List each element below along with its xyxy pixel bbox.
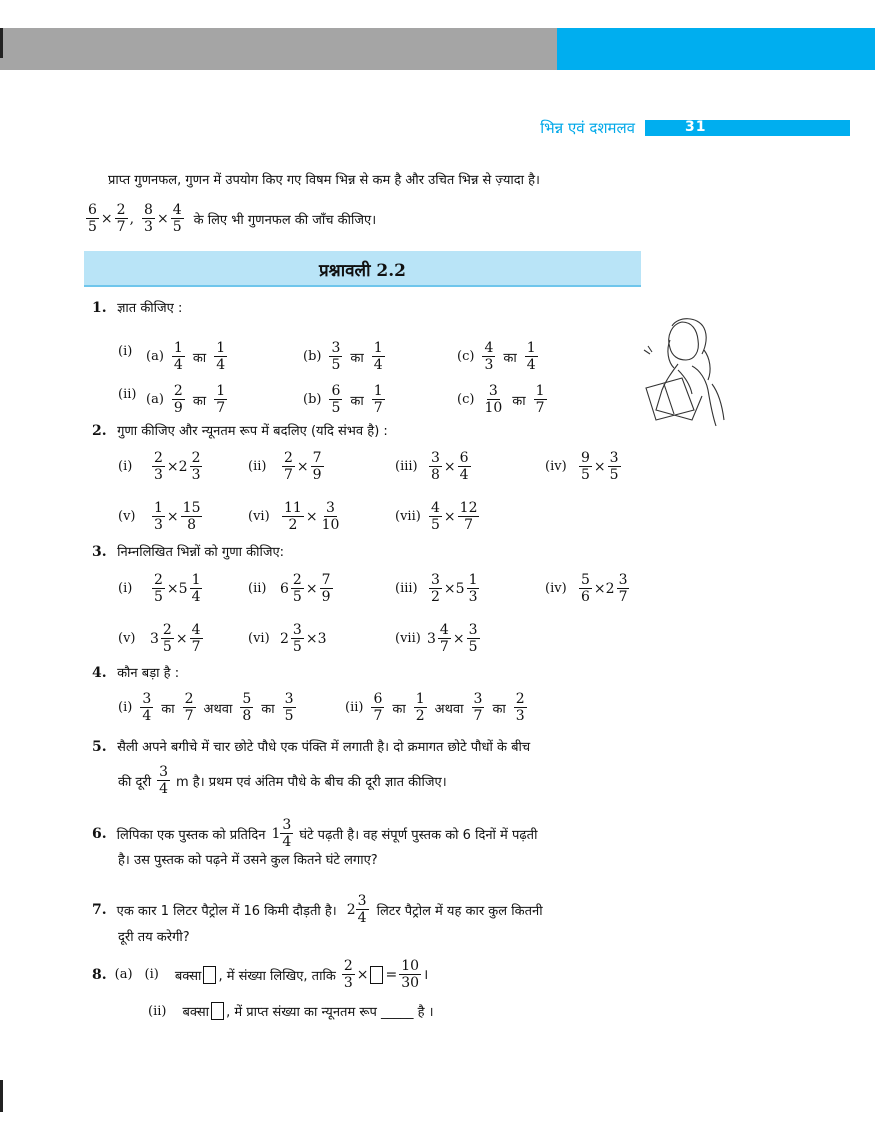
q2-question: 2. गुणा कीजिए और न्यूनतम रूप में बदलिए (यदि संभव है) : — [92, 423, 388, 439]
fraction: $\frac{1}{4}$ — [173, 340, 183, 374]
fraction: $\frac{1}{3}$ — [468, 572, 478, 606]
exercise-item: (iv) $\frac{9}{5}$ × $\frac{3}{5}$ — [545, 450, 619, 484]
fraction: $\frac{3}{10}$ — [484, 383, 503, 417]
fraction: $\frac{2}{5}$ — [154, 572, 163, 606]
exercise-item: (i) $\frac{2}{3}$ ×2 $\frac{2}{3}$ — [118, 450, 201, 484]
fraction: $\frac{2}{3}$ — [191, 450, 201, 484]
fraction: $\frac{1}{7}$ — [373, 383, 383, 417]
q1-item: (b) $\frac{3}{5}$ का $\frac{1}{4}$ — [303, 340, 383, 374]
exercise-item: (i) $\frac{2}{5}$ ×5 $\frac{1}{4}$ — [118, 572, 201, 606]
q7-line-1: 7. एक कार 1 लिटर पैट्रोल में 16 किमी दौड़ती है। 2 $\frac{3}{4}$ लिटर पैट्रोल में यह कार कुल कितनी — [92, 893, 543, 927]
exercise-item: (vi) 2 $\frac{3}{5}$ ×3 — [248, 622, 327, 656]
q1-row-label: (i) — [118, 344, 133, 359]
fraction: $\frac{3}{7}$ — [618, 572, 628, 606]
fraction: $\frac{6}{5}$ — [331, 383, 341, 417]
q6-line-1: 6. लिपिका एक पुस्तक को प्रतिदिन 1 $\frac{3}{4}$ घंटे पढ़ती है। वह संपूर्ण पुस्तक को 6 दिनों में पढ़ती — [92, 817, 538, 851]
answer-box-equation[interactable] — [370, 966, 383, 984]
intro-frac-2: $\frac{2}{7}$ — [116, 202, 126, 236]
q5-line-1: 5. सैली अपने बगीचे में चार छोटे पौधे एक पंक्ति में लगाती है। दो क्रमागत छोटे पौधों के बीच — [92, 739, 531, 755]
fraction: $\frac{1}{4}$ — [191, 572, 201, 606]
fraction: $\frac{1}{4}$ — [373, 340, 383, 374]
fraction: $\frac{1}{4}$ — [216, 340, 226, 374]
intro-frac-1: $\frac{6}{5}$ — [88, 202, 97, 236]
q1-item: (a) $\frac{1}{4}$ का $\frac{1}{4}$ — [146, 340, 226, 374]
fraction: $\frac{1}{4}$ — [526, 340, 536, 374]
fraction: $\frac{3}{5}$ — [609, 450, 619, 484]
fraction: $\frac{4}{7}$ — [439, 622, 449, 656]
q1-item: (a) $\frac{2}{9}$ का $\frac{1}{7}$ — [146, 383, 226, 417]
q6-line-2: है। उस पुस्तक को पढ़ने में उसने कुल कितने घंटे लगाए? — [118, 853, 378, 868]
answer-box-ii[interactable] — [211, 1002, 224, 1020]
answer-box[interactable] — [203, 966, 216, 984]
fraction: $\frac{3}{5}$ — [468, 622, 478, 656]
exercise-item: (ii) $\frac{2}{7}$ × $\frac{7}{9}$ — [248, 450, 322, 484]
q8-part-ii: (ii) बक्सा , में प्राप्त संख्या का न्यूनतम रूप _____ है । — [148, 1003, 434, 1020]
exercise-item: (vii) $\frac{4}{5}$ × $\frac{12}{7}$ — [395, 500, 478, 534]
fraction: $\frac{7}{9}$ — [321, 572, 331, 606]
header-grey-bar — [0, 28, 557, 70]
fraction: $\frac{2}{5}$ — [162, 622, 172, 656]
q1-item: (c) $\frac{4}{3}$ का $\frac{1}{4}$ — [457, 340, 536, 374]
exercise-item: (vii) 3 $\frac{4}{7}$ × $\frac{3}{5}$ — [395, 622, 478, 656]
fraction: $\frac{1}{7}$ — [535, 383, 545, 417]
fraction: $\frac{4}{5}$ — [431, 500, 440, 534]
q3-question: 3. निम्नलिखित भिन्नों को गुणा कीजिए: — [92, 544, 285, 560]
fraction: $\frac{5}{6}$ — [581, 572, 590, 606]
q5-line-2: की दूरी $\frac{3}{4}$ m है। प्रथम एवं अंतिम पौधे के बीच की दूरी ज्ञात कीजिए। — [118, 764, 447, 798]
page-number: 31 — [685, 119, 707, 135]
fraction: $\frac{4}{7}$ — [191, 622, 201, 656]
fraction: $\frac{1}{7}$ — [216, 383, 226, 417]
exercise-item: (ii) 6 $\frac{2}{5}$ × $\frac{7}{9}$ — [248, 572, 331, 606]
q8-part-i: 8. (a) (i) बक्सा , में संख्या लिखिए, ताकि $\frac{2}{3}$ × = $\frac{10}{30}$ । — [92, 958, 429, 992]
intro-line-2: $\frac{6}{5}$ × $\frac{2}{7}$ , $\frac{8}{3}$ × $\frac{4}{5}$ के लिए भी गुणनफल की जाँच कीजिए। — [88, 202, 377, 236]
q1-item: (b) $\frac{6}{5}$ का $\frac{1}{7}$ — [303, 383, 383, 417]
fraction: $\frac{11}{2}$ — [284, 500, 302, 534]
fraction: $\frac{7}{9}$ — [312, 450, 322, 484]
fraction: $\frac{3}{5}$ — [331, 340, 341, 374]
q7-line-2: दूरी तय करेगी? — [118, 930, 190, 945]
running-header — [0, 118, 875, 138]
fraction: $\frac{2}{5}$ — [292, 572, 302, 606]
fraction: $\frac{3}{5}$ — [292, 622, 302, 656]
crop-mark-bottom — [0, 1080, 3, 1112]
q4-part-ii: (ii) $\frac{6}{7}$ का $\frac{1}{2}$ अथवा $\frac{3}{7}$ का $\frac{2}{3}$ — [345, 691, 525, 725]
exercise-item: (iv) $\frac{5}{6}$ ×2 $\frac{3}{7}$ — [545, 572, 628, 606]
exercise-item: (v) 3 $\frac{2}{5}$ × $\frac{4}{7}$ — [118, 622, 201, 656]
fraction: $\frac{1}{3}$ — [154, 500, 163, 534]
fraction: $\frac{6}{4}$ — [459, 450, 469, 484]
fraction: $\frac{9}{5}$ — [581, 450, 590, 484]
exercise-item: (vi) $\frac{11}{2}$ × $\frac{3}{10}$ — [248, 500, 340, 534]
fraction: $\frac{4}{3}$ — [484, 340, 494, 374]
q1-question: 1. ज्ञात कीजिए : — [92, 300, 183, 316]
girl-reading-illustration — [642, 310, 760, 430]
fraction: $\frac{2}{3}$ — [154, 450, 163, 484]
intro-frac-3: $\frac{8}{3}$ — [144, 202, 153, 236]
q1-row-label: (ii) — [118, 387, 137, 402]
chapter-title: भिन्न एवं दशमलव — [540, 119, 635, 137]
fraction: $\frac{2}{7}$ — [284, 450, 293, 484]
fraction: $\frac{12}{7}$ — [459, 500, 478, 534]
header-blue-bar — [557, 28, 875, 70]
page-number-box — [645, 120, 850, 136]
intro-line-1: प्राप्त गुणनफल, गुणन में उपयोग किए गए विषम भिन्न से कम है और उचित भिन्न से ज़्यादा है। — [108, 173, 540, 188]
fraction: $\frac{15}{8}$ — [182, 500, 201, 534]
q4-part-i: (i) $\frac{3}{4}$ का $\frac{2}{7}$ अथवा $\frac{5}{8}$ का $\frac{3}{5}$ — [118, 691, 294, 725]
exercise-item: (iii) $\frac{3}{2}$ ×5 $\frac{1}{3}$ — [395, 572, 478, 606]
fraction: $\frac{3}{8}$ — [431, 450, 440, 484]
q4-question: 4. कौन बड़ा है : — [92, 665, 180, 681]
fraction: $\frac{2}{9}$ — [173, 383, 183, 417]
intro-frac-4: $\frac{4}{5}$ — [172, 202, 182, 236]
fraction: $\frac{3}{10}$ — [321, 500, 340, 534]
fraction: $\frac{3}{2}$ — [431, 572, 440, 606]
exercise-title: प्रश्नावली 2.2 — [319, 261, 406, 281]
exercise-banner — [84, 251, 641, 287]
q1-item: (c) $\frac{3}{10}$ का $\frac{1}{7}$ — [457, 383, 545, 417]
crop-mark-top — [0, 28, 3, 58]
exercise-item: (v) $\frac{1}{3}$ × $\frac{15}{8}$ — [118, 500, 201, 534]
exercise-item: (iii) $\frac{3}{8}$ × $\frac{6}{4}$ — [395, 450, 469, 484]
